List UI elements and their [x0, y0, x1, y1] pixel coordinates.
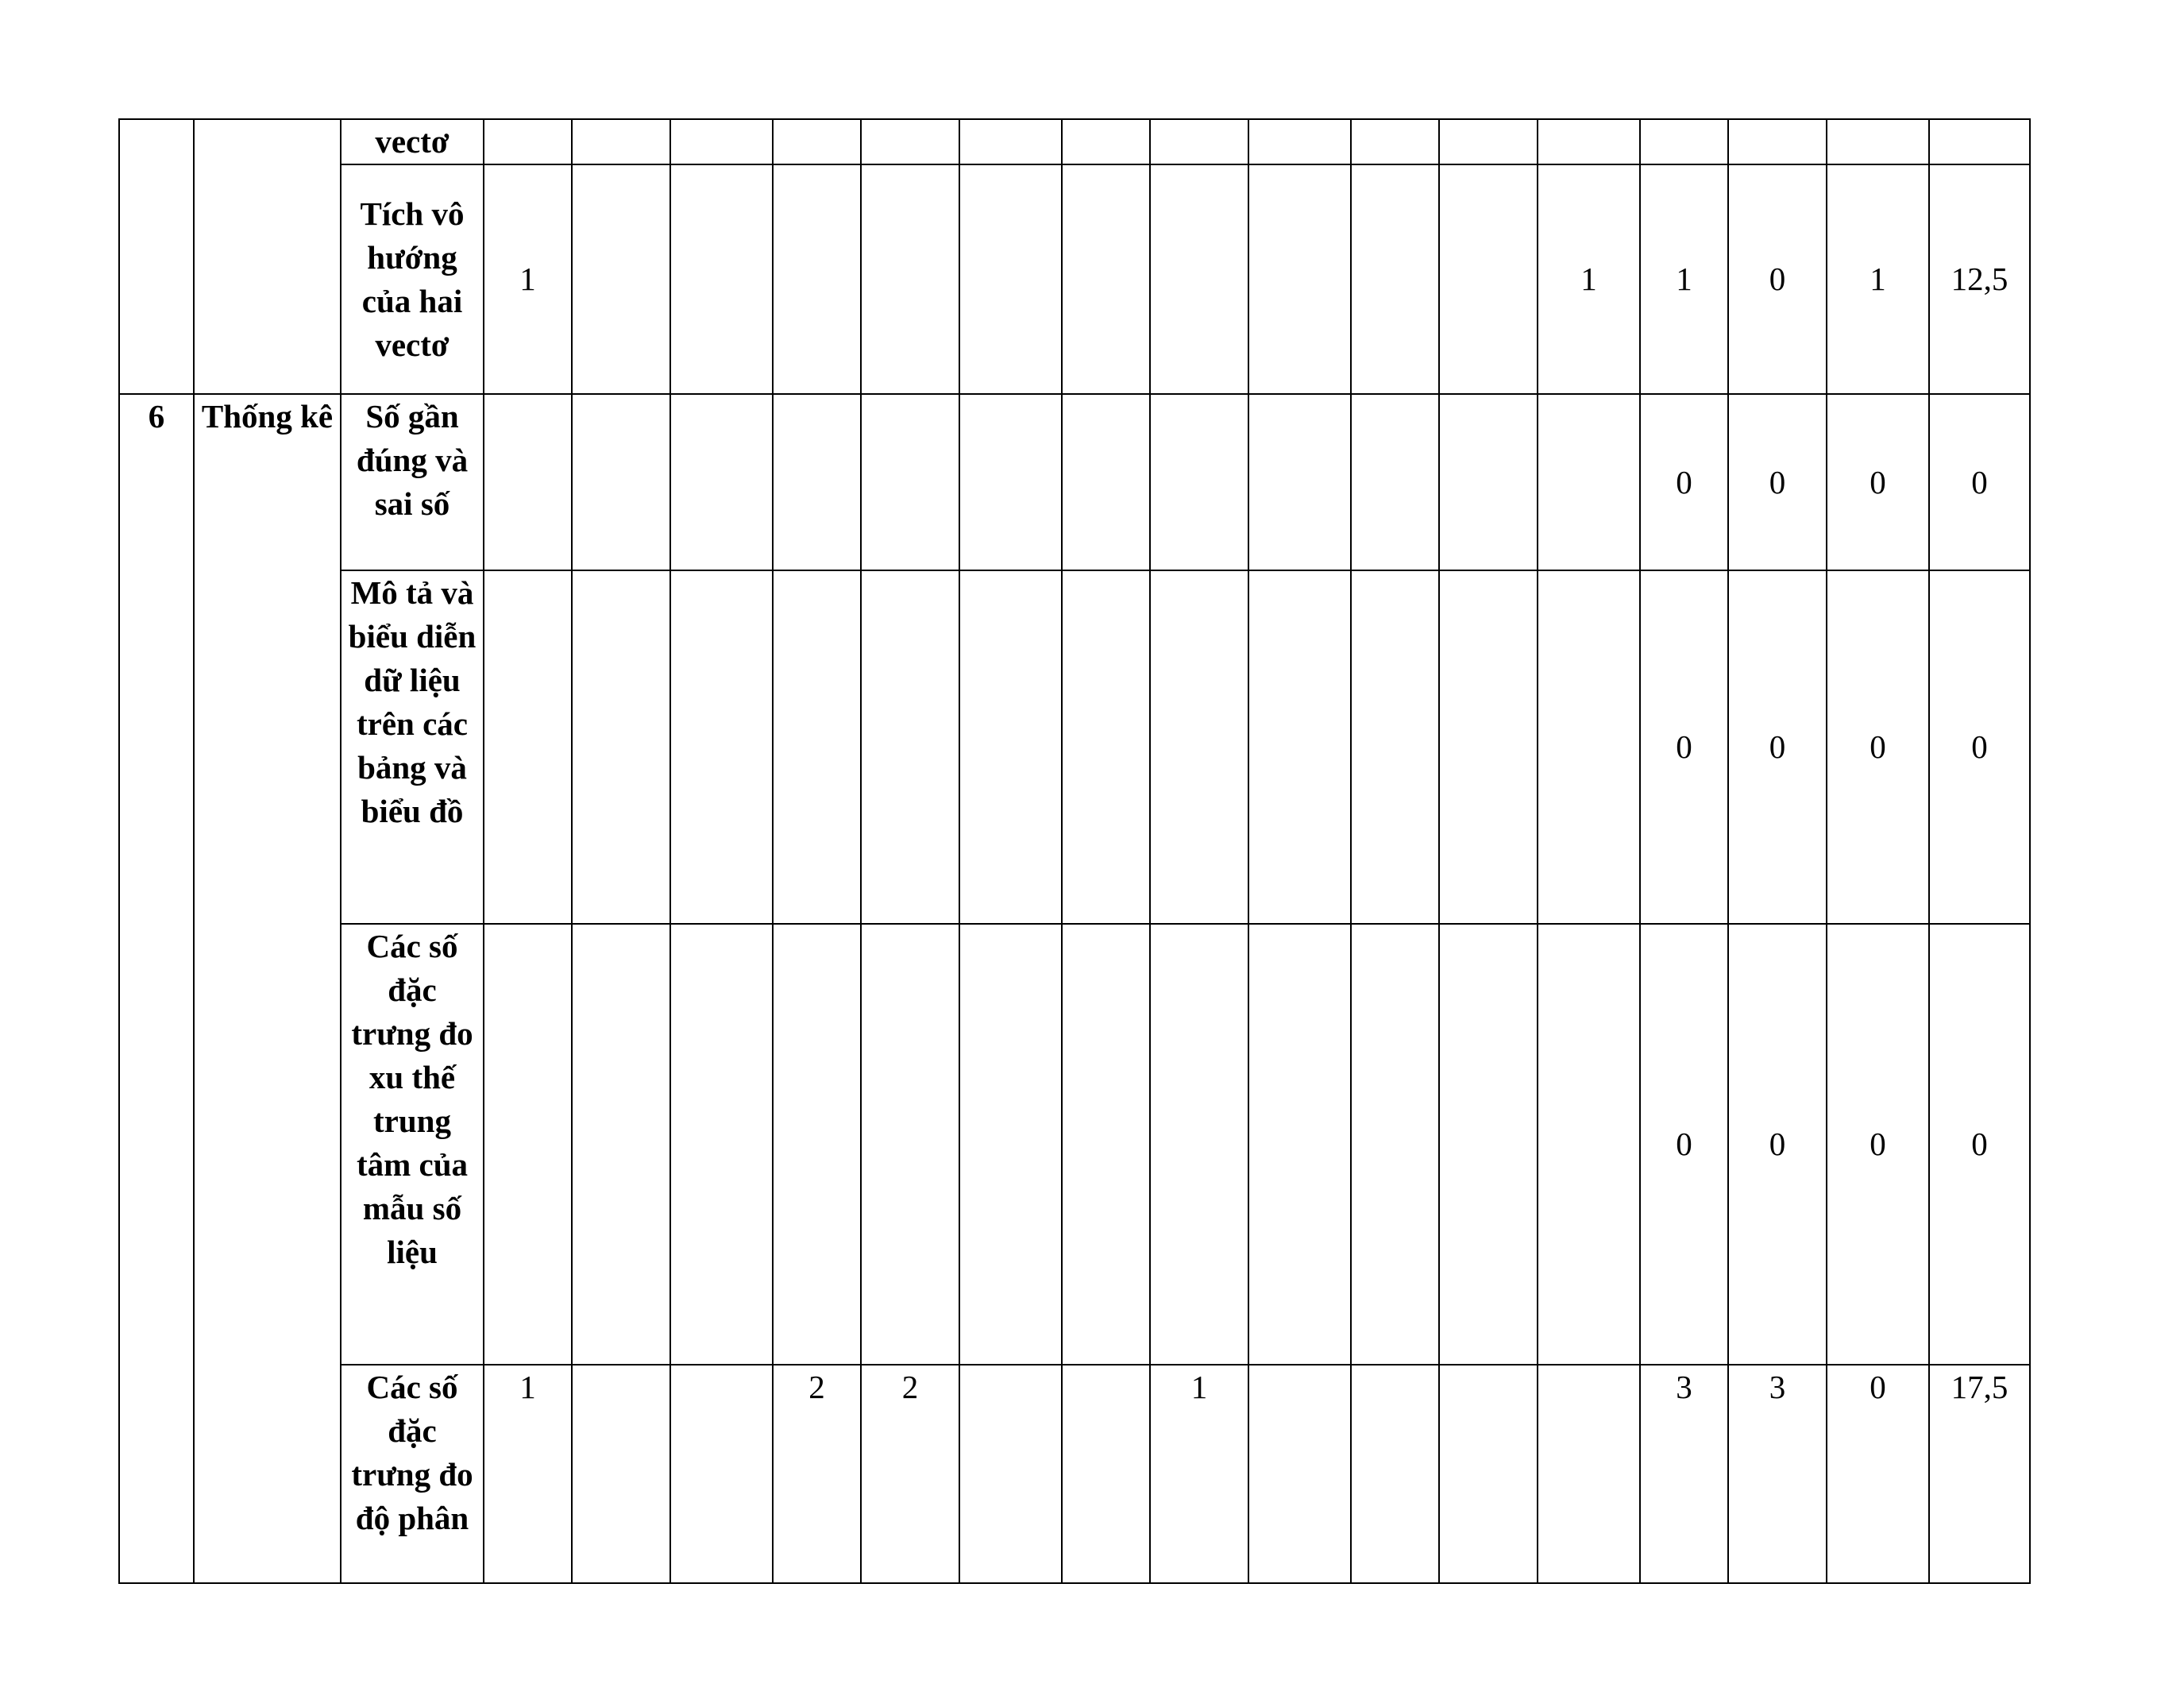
value-cell	[959, 164, 1062, 394]
value-cell	[572, 924, 670, 1365]
value-cell: 0	[1728, 570, 1827, 924]
value-cell	[572, 119, 670, 164]
value-cell	[1351, 570, 1439, 924]
value-cell	[861, 119, 959, 164]
value-cell	[1538, 924, 1640, 1365]
value-cell	[773, 119, 861, 164]
value-cell	[484, 570, 572, 924]
value-cell	[773, 164, 861, 394]
value-cell: 0	[1929, 570, 2030, 924]
value-cell	[670, 1365, 773, 1583]
value-cell	[670, 394, 773, 570]
table-row	[119, 924, 2030, 1365]
value-cell	[959, 570, 1062, 924]
value-cell	[959, 394, 1062, 570]
value-cell	[1439, 570, 1538, 924]
value-cell: 12,5	[1929, 164, 2030, 394]
value-cell	[1351, 924, 1439, 1365]
value-cell	[1351, 394, 1439, 570]
topic-label: Các số đặc trưng đo xu thế trung tâm của mẫu số liệu	[341, 924, 484, 1365]
value-cell	[1150, 394, 1248, 570]
value-cell	[1150, 164, 1248, 394]
value-cell: 0	[1827, 394, 1929, 570]
value-cell	[1150, 570, 1248, 924]
value-cell	[1538, 1365, 1640, 1583]
value-cell: 0	[1929, 394, 2030, 570]
topic-label: Mô tả và biểu diễn dữ liệu trên các bảng và biểu đồ	[341, 570, 484, 924]
value-cell	[1439, 1365, 1538, 1583]
value-cell	[1062, 394, 1150, 570]
value-cell: 3	[1728, 1365, 1827, 1583]
value-cell	[1439, 119, 1538, 164]
value-cell	[1248, 570, 1351, 924]
value-cell: 1	[1827, 164, 1929, 394]
value-cell	[572, 394, 670, 570]
value-cell	[1351, 164, 1439, 394]
value-cell	[861, 164, 959, 394]
value-cell	[1538, 394, 1640, 570]
value-cell	[572, 570, 670, 924]
value-cell	[773, 924, 861, 1365]
value-cell	[670, 119, 773, 164]
value-cell	[1728, 119, 1827, 164]
topic-label: Số gần đúng và sai số	[341, 394, 484, 570]
value-cell	[1150, 119, 1248, 164]
value-cell	[670, 570, 773, 924]
topic-label: Các số đặc trưng đo độ phân	[341, 1365, 484, 1583]
value-cell	[1062, 1365, 1150, 1583]
topic-label: Tích vô hướng của hai vectơ	[341, 164, 484, 394]
value-cell: 1	[1538, 164, 1640, 394]
value-cell: 2	[773, 1365, 861, 1583]
value-cell	[670, 924, 773, 1365]
value-cell	[861, 570, 959, 924]
value-cell: 0	[1827, 1365, 1929, 1583]
table-row	[119, 1365, 2030, 1583]
value-cell: 0	[1827, 570, 1929, 924]
topic-label: vectơ	[341, 119, 484, 164]
value-cell: 0	[1640, 570, 1728, 924]
value-cell	[1538, 570, 1640, 924]
value-cell	[1439, 164, 1538, 394]
value-cell	[959, 924, 1062, 1365]
value-cell	[1062, 570, 1150, 924]
value-cell	[1062, 164, 1150, 394]
stt-cell	[119, 119, 194, 394]
value-cell: 1	[1640, 164, 1728, 394]
value-cell	[484, 394, 572, 570]
table-row	[119, 119, 2030, 164]
value-cell: 1	[1150, 1365, 1248, 1583]
value-cell	[1248, 1365, 1351, 1583]
chapter-title: Thống kê	[194, 394, 341, 1583]
value-cell	[572, 164, 670, 394]
value-cell: 17,5	[1929, 1365, 2030, 1583]
value-cell: 0	[1728, 924, 1827, 1365]
value-cell	[1248, 164, 1351, 394]
value-cell	[861, 924, 959, 1365]
matrix-table	[118, 118, 2031, 1584]
value-cell	[572, 1365, 670, 1583]
value-cell: 0	[1640, 924, 1728, 1365]
value-cell: 0	[1929, 924, 2030, 1365]
value-cell	[484, 924, 572, 1365]
value-cell	[1439, 924, 1538, 1365]
value-cell	[959, 1365, 1062, 1583]
value-cell	[484, 119, 572, 164]
value-cell	[1248, 394, 1351, 570]
table-row	[119, 394, 2030, 570]
table-row	[119, 570, 2030, 924]
value-cell: 3	[1640, 1365, 1728, 1583]
value-cell	[1248, 119, 1351, 164]
value-cell: 1	[484, 164, 572, 394]
value-cell	[1827, 119, 1929, 164]
value-cell	[1538, 119, 1640, 164]
value-cell	[1062, 924, 1150, 1365]
value-cell: 0	[1728, 394, 1827, 570]
stt-cell: 6	[119, 394, 194, 1583]
value-cell	[1929, 119, 2030, 164]
table-row	[119, 164, 2030, 394]
value-cell	[1640, 119, 1728, 164]
value-cell	[861, 394, 959, 570]
value-cell	[773, 570, 861, 924]
value-cell: 0	[1728, 164, 1827, 394]
value-cell	[1439, 394, 1538, 570]
value-cell	[670, 164, 773, 394]
value-cell: 0	[1827, 924, 1929, 1365]
value-cell	[1062, 119, 1150, 164]
chapter-cell	[194, 119, 341, 394]
value-cell	[1351, 1365, 1439, 1583]
value-cell: 2	[861, 1365, 959, 1583]
value-cell: 1	[484, 1365, 572, 1583]
value-cell	[773, 394, 861, 570]
value-cell	[1248, 924, 1351, 1365]
value-cell: 0	[1640, 394, 1728, 570]
value-cell	[1150, 924, 1248, 1365]
value-cell	[1351, 119, 1439, 164]
value-cell	[959, 119, 1062, 164]
